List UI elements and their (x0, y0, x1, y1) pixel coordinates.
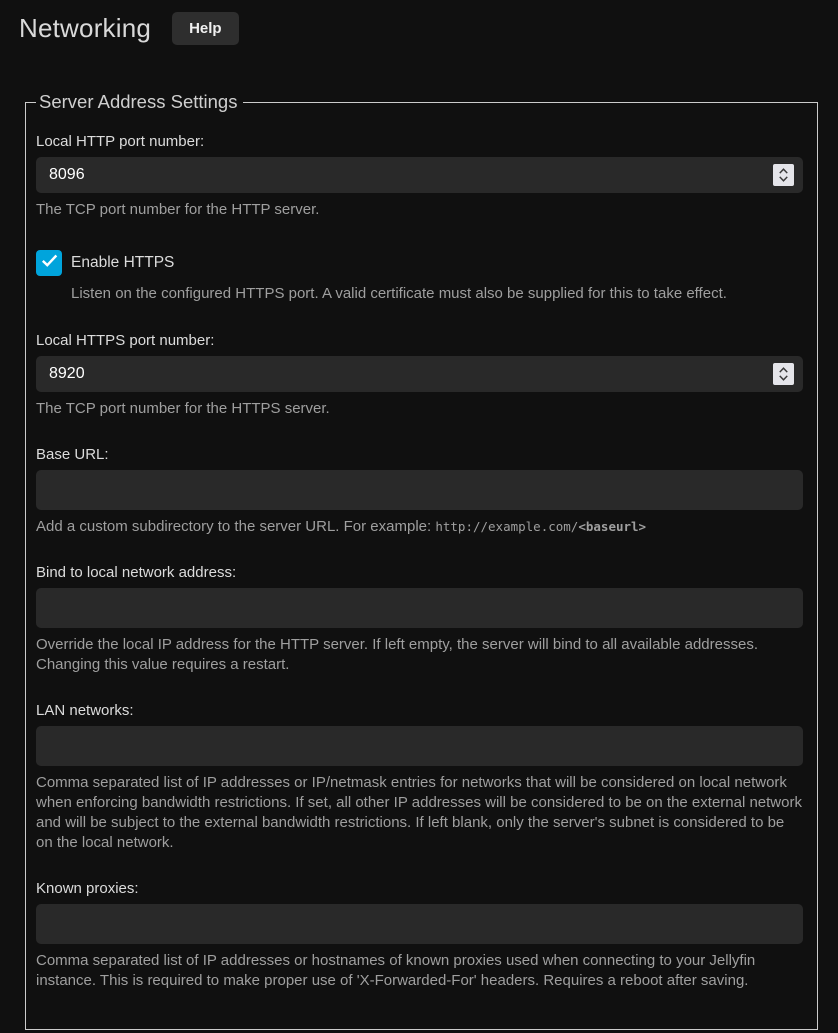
base-url-helper-code: http://example.com/ (435, 519, 579, 535)
known-proxies-helper: Comma separated list of IP addresses or hostnames of known proxies used when connecting to your Jellyfin instance. This is required to make proper use of 'X-Forwarded-For' headers. Requires a reboot after saving. (36, 951, 756, 989)
bind-address-label: Bind to local network address: (36, 564, 237, 582)
enable-https-label: Enable HTTPS (71, 253, 175, 271)
local-http-port-helper: The TCP port number for the HTTP server. (36, 201, 320, 218)
local-http-port-spinner[interactable] (773, 164, 794, 186)
lan-networks-helper: Comma separated list of IP addresses or IP/netmask entries for networks that will be considered on local network when enforcing bandwidth restrictions. If set, all other IP addresses will be considered to be on the external network and will be subject to the external bandwidth restrictions. If left blank, only the server's subnet is considered to be on the local network. (36, 773, 802, 851)
enable-https-checkbox[interactable] (36, 250, 62, 276)
base-url-helper-text: Add a custom subdirectory to the server URL. For example: (36, 518, 436, 536)
bind-address-helper: Override the local IP address for the HTTP server. If left empty, the server will bind to all available addresses. Changing this value requires a restart. (36, 636, 758, 673)
field-base-url (36, 446, 803, 537)
field-bind-address (36, 564, 803, 675)
enable-https-row (36, 250, 803, 276)
local-https-port-input-wrap (36, 356, 803, 392)
field-known-proxies (36, 880, 803, 991)
lan-networks-input[interactable] (36, 726, 803, 766)
local-https-port-input[interactable] (36, 356, 803, 392)
bind-address-input[interactable] (36, 588, 803, 628)
local-http-port-input[interactable] (36, 157, 803, 193)
field-local-https-port (36, 332, 803, 419)
help-button[interactable]: Help (172, 12, 239, 45)
lan-networks-label: LAN networks: (36, 701, 134, 719)
local-http-port-label: Local HTTP port number: (36, 133, 205, 150)
base-url-input[interactable] (36, 470, 803, 510)
local-https-port-label: Local HTTPS port number: (36, 332, 215, 350)
known-proxies-input[interactable] (36, 904, 803, 944)
server-address-settings-legend: Server Address Settings (39, 91, 238, 112)
field-enable-https (36, 250, 803, 304)
spinner-up-icon[interactable] (778, 367, 789, 373)
page-header (0, 0, 838, 45)
spinner-down-icon[interactable] (778, 176, 789, 182)
page-title: Networking (19, 13, 152, 43)
known-proxies-label: Known proxies: (36, 879, 139, 897)
base-url-helper (36, 517, 803, 537)
field-local-http-port (36, 133, 803, 220)
checkmark-icon (41, 254, 58, 272)
spinner-up-icon[interactable] (778, 168, 789, 174)
spinner-down-icon[interactable] (778, 375, 789, 381)
local-https-port-spinner[interactable] (773, 363, 794, 385)
local-http-port-input-wrap (36, 157, 803, 193)
base-url-label: Base URL: (36, 446, 109, 464)
server-address-settings-fieldset (25, 91, 818, 1030)
enable-https-description: Listen on the configured HTTPS port. A valid certificate must also be supplied for this to take effect. (71, 284, 727, 302)
field-lan-networks (36, 702, 803, 853)
base-url-helper-code-bold: <baseurl> (578, 519, 647, 535)
local-https-port-helper: The TCP port number for the HTTPS server. (36, 400, 330, 418)
